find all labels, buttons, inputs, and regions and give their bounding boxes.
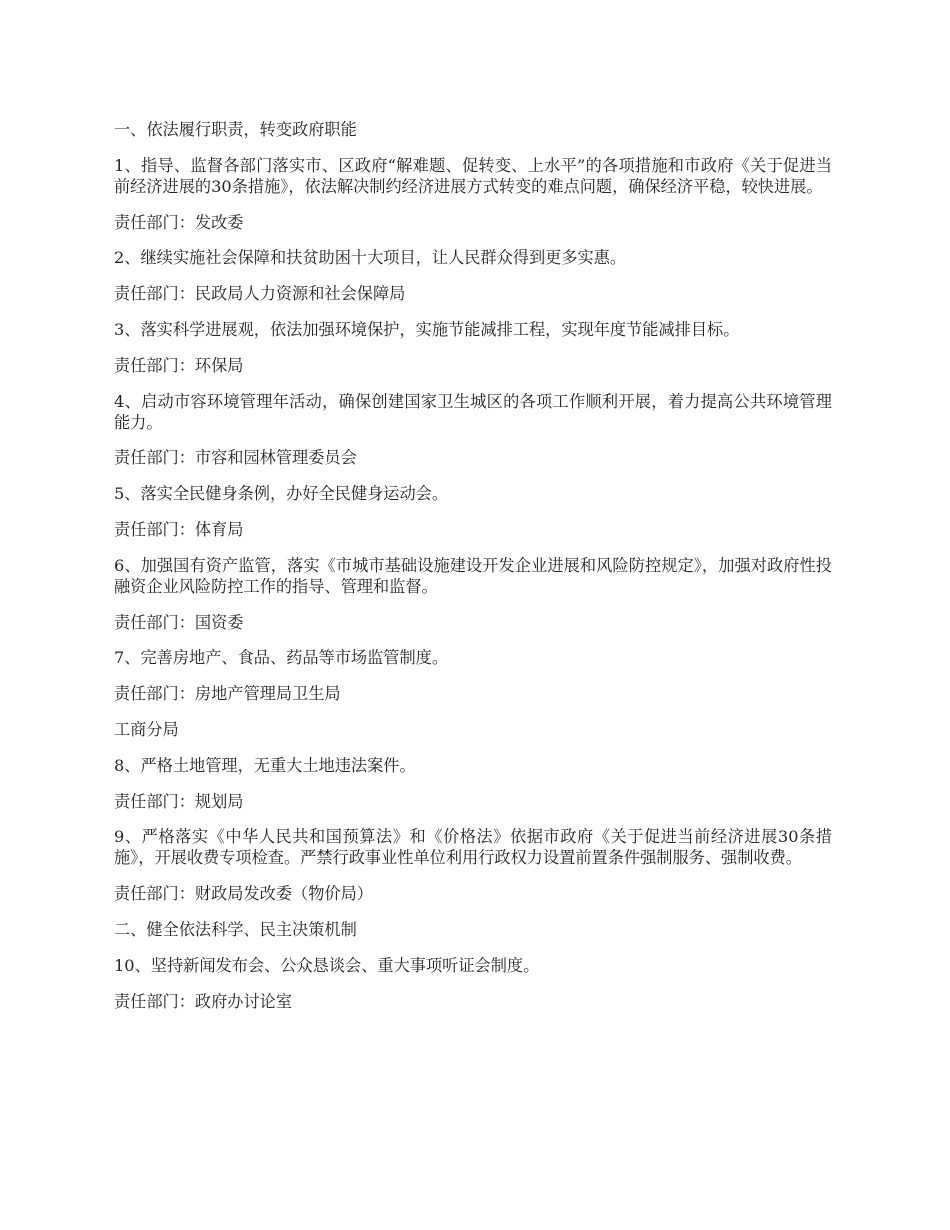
section-heading: 二、健全依法科学、民主决策机制 — [114, 919, 357, 939]
task-item: 1、指导、监督各部门落实市、区政府“解难题、促转变、上水平”的各项措施和市政府《关于促进当前经济进展的30条措施》，依法解决制约经济进展方式转变的难点问题，确保经济平稳，较快进展。 — [114, 155, 832, 196]
task-item: 2、继续实施社会保障和扶贫助困十大项目，让人民群众得到更多实惠。 — [114, 248, 627, 268]
responsible-department: 责任部门：国资委 — [114, 612, 244, 632]
task-item: 6、加强国有资产监管，落实《市城市基础设施建设开发企业进展和风险防控规定》，加强对政府性投融资企业风险防控工作的指导、管理和监督。 — [114, 555, 832, 596]
responsible-department: 责任部门：财政局发改委（物价局） — [114, 884, 373, 904]
task-item: 5、落实全民健身条例，办好全民健身运动会。 — [114, 484, 449, 504]
responsible-department: 责任部门：规划局 — [114, 791, 244, 811]
task-item: 9、严格落实《中华人民共和国预算法》和《价格法》依据市政府《关于促进当前经济进展30条措施》，开展收费专项检查。严禁行政事业性单位利用行政权力设置前置条件强制服务、强制收费。 — [114, 827, 832, 868]
responsible-department: 责任部门：体育局 — [114, 519, 244, 539]
responsible-department: 责任部门：房地产管理局卫生局 — [114, 684, 341, 704]
responsible-department: 责任部门：政府办讨论室 — [114, 991, 293, 1011]
responsible-department: 责任部门：环保局 — [114, 355, 244, 375]
section-heading: 一、依法履行职责，转变政府职能 — [114, 120, 357, 139]
responsible-department: 责任部门：发改委 — [114, 212, 244, 232]
document-body — [114, 119, 832, 1026]
task-item: 4、启动市容环境管理年活动，确保创建国家卫生城区的各项工作顺利开展，着力提高公共环境管理能力。 — [114, 391, 832, 432]
task-item: 8、严格土地管理，无重大土地违法案件。 — [114, 755, 416, 775]
responsible-department: 责任部门：民政局人力资源和社会保障局 — [114, 284, 406, 304]
task-item: 7、完善房地产、食品、药品等市场监管制度。 — [114, 648, 449, 668]
task-item: 10、坚持新闻发布会、公众恳谈会、重大事项听证会制度。 — [114, 955, 540, 975]
task-item: 3、落实科学进展观，依法加强环境保护，实施节能减排工程，实现年度节能减排目标。 — [114, 319, 740, 339]
responsible-department-continued: 工商分局 — [114, 719, 179, 739]
responsible-department: 责任部门：市容和园林管理委员会 — [114, 448, 357, 468]
